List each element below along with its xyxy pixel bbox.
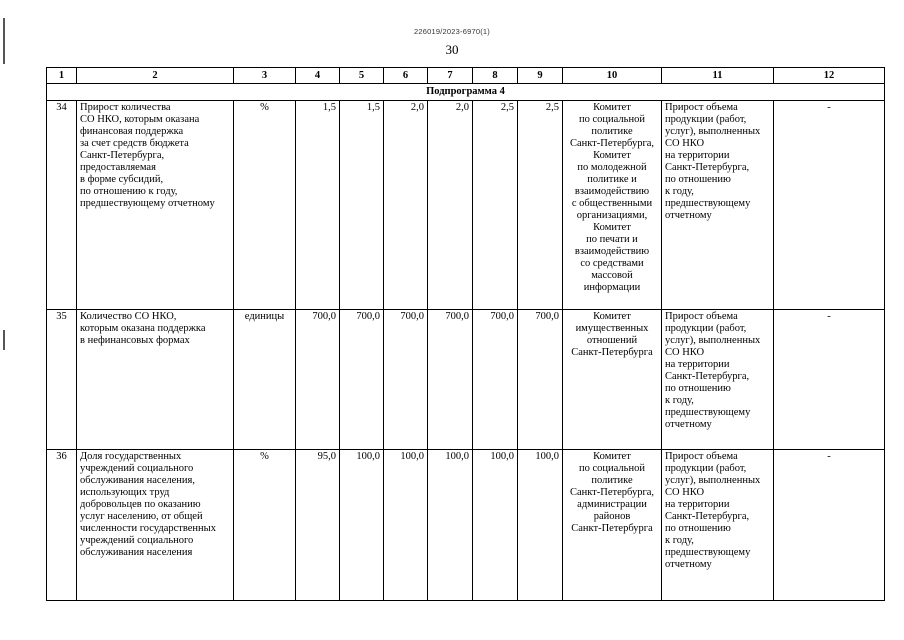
row-number: 35 xyxy=(47,310,77,450)
indicator-name: Доля государственных учреждений социального обслуживания населения, использующих труд добровольцев по оказанию услуг населению, от общей численности государственных учреждений социального обслуживания населения xyxy=(77,450,234,601)
indicator-name: Количество СО НКО, которым оказана поддержка в нефинансовых формах xyxy=(77,310,234,450)
indicators-table xyxy=(46,67,885,601)
indicator-name: Прирост количества СО НКО, которым оказана финансовая поддержка за счет средств бюджета Санкт-Петербурга, предоставляемая в форме субсидий, по отношению к году, предшествующему отчетному xyxy=(77,101,234,310)
value-cell: 1,5 xyxy=(340,101,384,310)
section-title: Подпрограмма 4 xyxy=(47,84,885,101)
column-header: 11 xyxy=(662,68,774,84)
column-header: 2 xyxy=(77,68,234,84)
column-header: 10 xyxy=(563,68,662,84)
note-cell: - xyxy=(774,310,885,450)
column-header: 1 xyxy=(47,68,77,84)
value-cell: 100,0 xyxy=(340,450,384,601)
value-cell: 100,0 xyxy=(473,450,518,601)
column-header: 8 xyxy=(473,68,518,84)
value-cell: 700,0 xyxy=(384,310,428,450)
executor-cell: Комитет по социальной политике Санкт-Петербурга, Комитет по молодежной политике и взаимодействию с общественными организациями, Комитет по печати и взаимодействию со средствами массовой информации xyxy=(563,101,662,310)
note-cell: - xyxy=(774,450,885,601)
page-number: 30 xyxy=(445,42,459,57)
table-row xyxy=(47,450,885,601)
row-number: 36 xyxy=(47,450,77,601)
column-header-row xyxy=(47,68,885,84)
column-header: 12 xyxy=(774,68,885,84)
value-cell: 700,0 xyxy=(518,310,563,450)
table-row xyxy=(47,310,885,450)
value-cell: 100,0 xyxy=(428,450,473,601)
value-cell: 95,0 xyxy=(296,450,340,601)
executor-cell: Комитет имущественных отношений Санкт-Петербурга xyxy=(563,310,662,450)
value-cell: 700,0 xyxy=(473,310,518,450)
executor-cell: Комитет по социальной политике Санкт-Петербурга, администрации районов Санкт-Петербурга xyxy=(563,450,662,601)
value-cell: 2,0 xyxy=(384,101,428,310)
result-cell: Прирост объема продукции (работ, услуг), выполненных СО НКО на территории Санкт-Петербурга, по отношению к году, предшествующему отчетному xyxy=(662,450,774,601)
value-cell: 700,0 xyxy=(296,310,340,450)
column-header: 5 xyxy=(340,68,384,84)
column-header: 3 xyxy=(234,68,296,84)
table-row xyxy=(47,101,885,310)
scan-edge-mark xyxy=(3,330,5,350)
section-row xyxy=(47,84,885,101)
value-cell: 700,0 xyxy=(340,310,384,450)
column-header: 9 xyxy=(518,68,563,84)
value-cell: 1,5 xyxy=(296,101,340,310)
column-header: 4 xyxy=(296,68,340,84)
row-number: 34 xyxy=(47,101,77,310)
value-cell: 100,0 xyxy=(384,450,428,601)
value-cell: 700,0 xyxy=(428,310,473,450)
value-cell: 2,5 xyxy=(518,101,563,310)
column-header: 7 xyxy=(428,68,473,84)
unit-cell: % xyxy=(234,450,296,601)
column-header: 6 xyxy=(384,68,428,84)
value-cell: 2,0 xyxy=(428,101,473,310)
value-cell: 100,0 xyxy=(518,450,563,601)
unit-cell: единицы xyxy=(234,310,296,450)
value-cell: 2,5 xyxy=(473,101,518,310)
result-cell: Прирост объема продукции (работ, услуг), выполненных СО НКО на территории Санкт-Петербурга, по отношению к году, предшествующему отчетному xyxy=(662,310,774,450)
note-cell: - xyxy=(774,101,885,310)
result-cell: Прирост объема продукции (работ, услуг), выполненных СО НКО на территории Санкт-Петербурга, по отношению к году, предшествующему отчетному xyxy=(662,101,774,310)
unit-cell: % xyxy=(234,101,296,310)
registration-stamp: 226019/2023-6970(1) xyxy=(414,27,490,36)
